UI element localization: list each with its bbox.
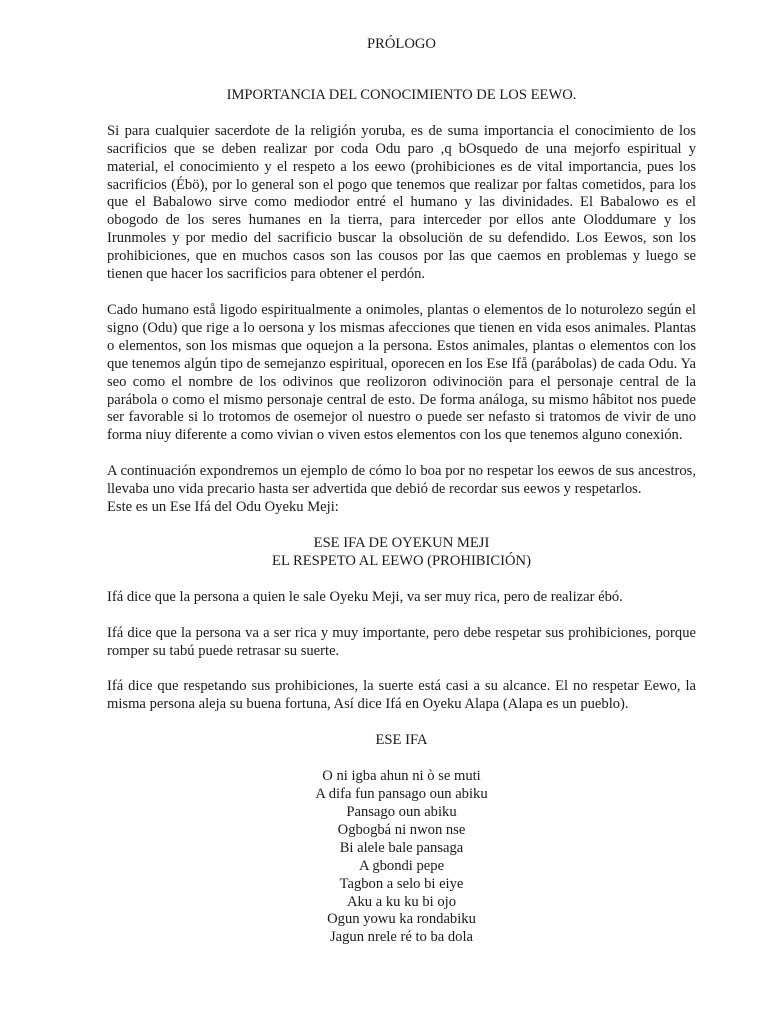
verse-line: Jagun nrele ré to ba dola	[329, 929, 474, 946]
verse-line: A difa fun pansago oun abiku	[315, 786, 488, 803]
spacer	[107, 517, 696, 535]
section-title-ese-ifa: ESE IFA DE OYEKUN MEJI	[313, 534, 490, 551]
verse-line: Ogbogbá ni nwon nse	[337, 821, 466, 838]
spacer	[107, 284, 696, 302]
spacer	[107, 607, 696, 625]
verse-block	[107, 768, 696, 947]
spacer	[107, 445, 696, 463]
verse-line: Bi alele bale pansaga	[339, 839, 464, 856]
verse-line: Ogun yowu ka rondabiku	[327, 911, 476, 928]
paragraph-prohibiciones: Ifá dice que la persona va a ser rica y muy importante, pero debe respetar sus prohibiciones, porque romper su tabú puede retrasar su suerte.	[107, 624, 696, 659]
paragraph-intro: Si para cualquier sacerdote de la religión yoruba, es de suma importancia el conocimiento de los sacrificios que se deben realizar por coda Odu paro ,q bOsquedo de una mejorfo espiritual y material, el conocimiento y el respeto a los eewo (prohibiciones es de vital importancia, pues los sacrificios (Ébö), por lo general son el pogo que tenemos que realizar por faltas cometidos, para los que el Babalowo sirve como mediodor entré el humano y las divinidades. El Babalowo es el obogodo de los seres humanes en la tierra, para interceder por ellos ante Oloddumare y los Irunmoles y por medio del sacrificio buscar la obsoluciön de su defendido. Los Eewos, son los prohibiciones, que en muchos casos son las cousos por las que caemos en problemas y luego se tienen que hacer los sacrificios para obtener el perdón.	[107, 122, 696, 283]
document-title: PRÓLOGO	[367, 36, 436, 52]
paragraph-oyeku-rica: Ifá dice que la persona a quien le sale Oyeku Meji, va ser muy rica, pero de realizar ébó.	[107, 588, 623, 605]
spacer	[107, 750, 696, 768]
document-page	[107, 36, 696, 947]
verse-line: O ni igba ahun ni ò se muti	[322, 768, 481, 785]
verse-line: Aku a ku ku bi ojo	[346, 893, 457, 910]
spacer	[107, 660, 696, 678]
paragraph-suerte: Ifá dice que respetando sus prohibiciones, la suerte está casi a su alcance. El no respetar Eewo, la misma persona aleja su buena fortuna, Así dice Ifá en Oyeku Alapa (Alapa es un pueblo).	[107, 678, 696, 713]
paragraph-example-intro: A continuación expondremos un ejemplo de cómo lo boa por no respetar los eewos de sus ancestros, llevaba uno vida precario hasta ser advertida que debió de recordar sus eewos y respetarlos.	[107, 463, 696, 498]
verse-line: A gbondi pepe	[358, 857, 445, 874]
spacer	[107, 571, 696, 589]
document-subtitle: IMPORTANCIA DEL CONOCIMIENTO DE LOS EEWO.	[226, 86, 577, 103]
paragraph-ese-ifa-intro: Este es un Ese Ifá del Odu Oyeku Meji:	[107, 499, 339, 516]
spacer	[107, 714, 696, 732]
paragraph-spiritual-link: Cado humano estå ligodo espiritualmente a onimoles, plantas o elementos de lo noturolezo según el signo (Odu) que rige a lo oersona y los mismas afecciones que tienen en vida esos animales. Plantas o elementos, son los mismas que oquejon a la persona. Estos animales, plantas o elementos con los que tenemos algún tipo de semejanzo espiritual, oporecen en los Ese Ifå (parábolas) de cada Odu. Ya seo como el nombre de los odivinos que reolizoron odivinociön para el personaje central de la parábola o como el mismo personaje central de esto. De forma análoga, su mismo hâbitot nos puede ser favorable si lo trotomos de osemejor ol nuestro o puede ser nefasto si tratomos de vivir de uno forma niuy diferente a como vivian o viven estos elementos con los que tenemos alguno conexión.	[107, 301, 696, 444]
section-title-respeto: EL RESPETO AL EEWO (PROHIBICIÓN)	[272, 552, 531, 569]
verse-line: Pansago oun abiku	[346, 804, 457, 820]
verse-line: Tagbon a selo bi eiye	[339, 875, 464, 892]
verse-title: ESE IFA	[375, 732, 428, 749]
